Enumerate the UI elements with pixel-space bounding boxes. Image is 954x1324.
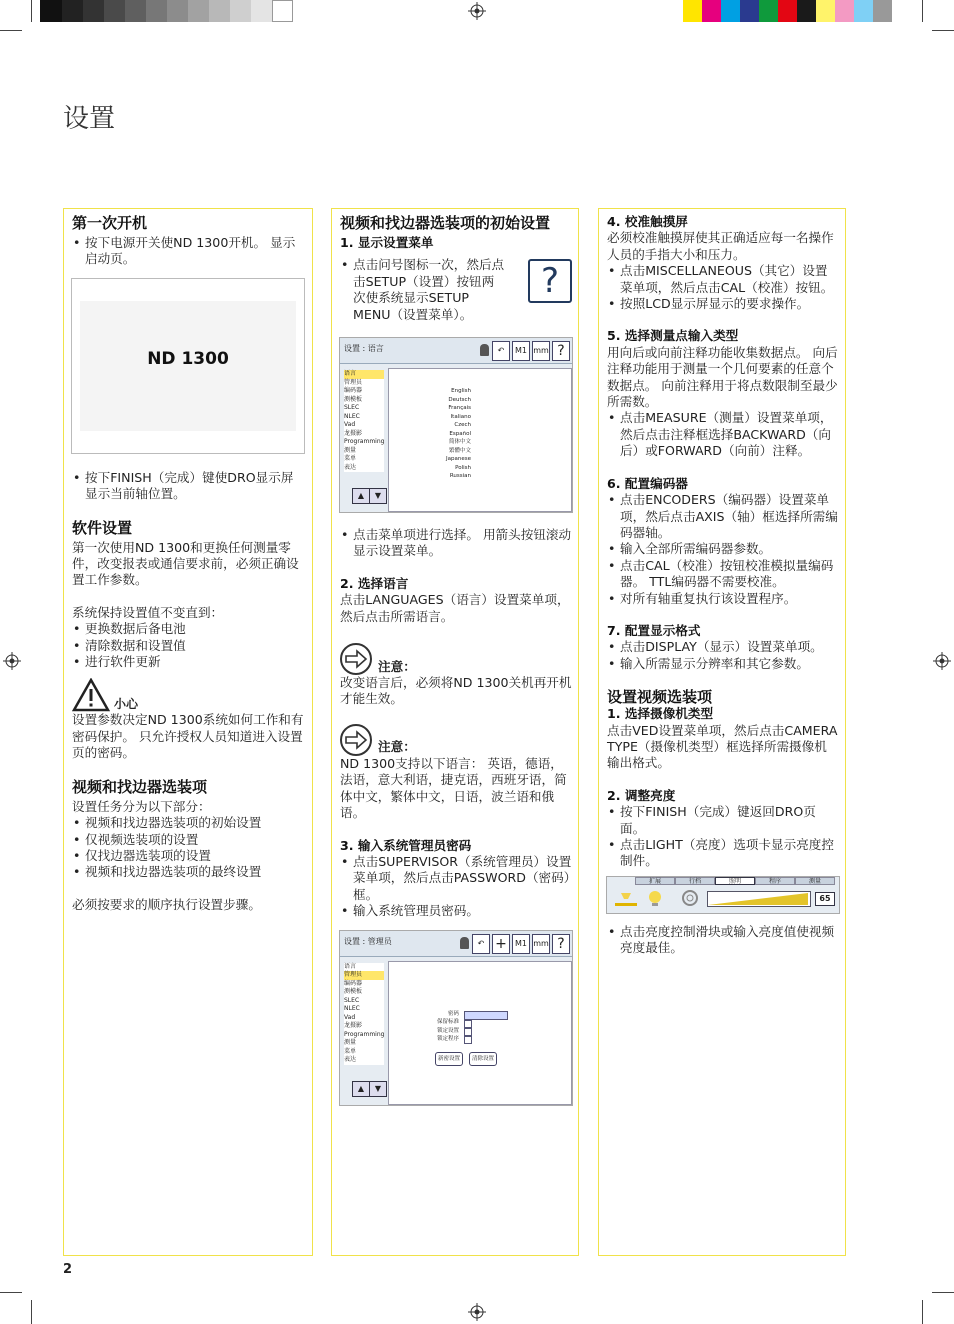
crop-mark [932, 30, 954, 31]
language-option: Italiano [450, 413, 471, 420]
bullet-list [607, 804, 839, 870]
registration-mark-icon [3, 652, 21, 670]
help-icon: ? [528, 259, 572, 303]
note-arrow-icon [340, 724, 372, 756]
scroll-up-button: ▲ [352, 488, 370, 504]
caution-icon [72, 678, 110, 712]
menu-item: 菜单 [344, 455, 357, 463]
section-title: 视频和找边器选装项的初始设置 [340, 214, 551, 232]
field-label: 保留标准 [436, 1019, 459, 1026]
note-label: 注意： [378, 739, 416, 755]
page-title: 设置 [63, 104, 116, 134]
subsection-title: 4. 校准触摸屏 [607, 214, 688, 229]
bullet-list [607, 924, 839, 957]
bullet-list [607, 639, 839, 672]
section-title: 软件设置 [72, 518, 133, 537]
list-item: • 输入全部所需编码器参数。 [607, 541, 839, 557]
menu-item: NLEC [344, 412, 360, 420]
paragraph: 设置参数决定ND 1300系统如何工作和有密码保护。 只允许授权人员知道进入设置页的密码。 [72, 712, 304, 761]
light-value-field[interactable]: 65 [815, 892, 835, 906]
grayscale-strip [40, 0, 293, 22]
note-arrow-icon [340, 643, 372, 675]
list-item: • 按下电源开关使ND 1300开机。 显示启动页。 [72, 235, 306, 268]
tb-m1: M1 [512, 934, 530, 954]
menu-item: 测量 [344, 1039, 357, 1047]
lamp-bulb-icon [645, 888, 665, 908]
crop-mark [31, 1300, 32, 1324]
tab-expand[interactable]: 扩展 [635, 877, 675, 885]
list-item: • 按照LCD显示屏显示的要求操作。 [607, 296, 839, 312]
language-option: Czech [454, 422, 471, 429]
list-item: • 点击菜单项进行选择。 用箭头按钮滚动显示设置菜单。 [340, 527, 572, 560]
bullet-list [340, 257, 505, 323]
checkbox[interactable] [464, 1020, 472, 1028]
list-item: • 仅找边器选装项的设置 [72, 848, 306, 864]
tb-m1: M1 [512, 341, 530, 361]
lamp-icon [613, 889, 641, 909]
menu-item: 菜单 [344, 1047, 357, 1055]
tb-help: ? [552, 341, 570, 361]
menu-item: 管理员 [344, 378, 363, 386]
field-label: 锁定设置 [436, 1027, 459, 1034]
paragraph: ND 1300支持以下语言： 英语，德语，法语，意大利语，捷克语，西班牙语，简体中文，繁体中文，日语，波兰语和俄语。 [340, 755, 567, 821]
language-option: Français [448, 405, 471, 412]
paragraph: 必须校准触摸屏使其正确适应每一名操作人员的手指大小和压力。 [607, 230, 834, 262]
tab-program[interactable]: 程序 [755, 877, 795, 885]
light-slider[interactable] [707, 891, 811, 907]
language-option: Deutsch [448, 396, 471, 403]
ring-light-icon [681, 889, 699, 907]
bullet-list [607, 492, 839, 607]
crop-mark [932, 1292, 954, 1293]
column-1 [63, 208, 313, 1256]
menu-item: Vad [344, 421, 356, 429]
undo-icon: ↶ [472, 934, 490, 954]
menu-item: 编码器 [344, 979, 363, 987]
tb-mm: mm [532, 341, 550, 361]
menu-item: NLEC [344, 1005, 360, 1013]
subsection-title: 3. 输入系统管理员密码 [340, 837, 472, 853]
page-number: 2 [63, 1262, 73, 1277]
list-item: • 按下FINISH（完成）键使DRO显示屏显示当前轴位置。 [72, 470, 306, 503]
checkbox[interactable] [464, 1036, 472, 1044]
password-field[interactable] [464, 1011, 508, 1020]
menu-item: 测模板 [344, 395, 363, 403]
section-title: 第一次开机 [72, 214, 148, 232]
list-item: • 清除数据和设置值 [72, 638, 306, 654]
section-title: 设置视频选装项 [607, 688, 713, 707]
bullet-list [72, 235, 306, 268]
list-item: • 进行软件更新 [72, 654, 306, 670]
screen-header: 设置 : 管理员 [344, 936, 392, 946]
subsection-title: 7. 配置显示格式 [607, 622, 701, 638]
crop-mark [31, 0, 32, 22]
list-item: • 点击SUPERVISOR（系统管理员）设置菜单项，然后点击PASSWORD（密码）框。 [340, 854, 572, 903]
paragraph: 点击VED设置菜单项，然后点击CAMERA TYPE（摄像机类型）框选择所需摄像机输出格式。 [607, 722, 838, 771]
tab-row[interactable]: 行档 [675, 877, 715, 885]
menu-item: 编码器 [344, 387, 363, 395]
subsection-title: 5. 选择测量点输入类型 [607, 328, 739, 344]
list-item: • 更换数据后备电池 [72, 621, 306, 637]
lock-icon [460, 937, 469, 949]
clear-settings-button[interactable]: 清除设置 [469, 1052, 497, 1066]
setup-supervisor-screen [339, 930, 573, 1106]
paragraph: 设置任务分为以下部分： [72, 798, 211, 814]
list-item: • 点击DISPLAY（显示）设置菜单项。 [607, 639, 839, 655]
menu-item: 表达 [344, 463, 357, 471]
registration-mark-icon [933, 652, 951, 670]
language-pane [388, 368, 572, 512]
list-item: • 输入所需显示分辨率和其它参数。 [607, 656, 839, 672]
list-item: • 点击CAL（校准）按钮校准模拟量编码器。 TTL编码器不需要校准。 [607, 558, 839, 591]
menu-item: 表达 [344, 1056, 357, 1064]
menu-item: 测模板 [344, 988, 363, 996]
list-item: • 点击ENCODERS（编码器）设置菜单项，然后点击AXIS（轴）框选择所需编码器轴。 [607, 492, 839, 541]
scroll-down-button: ▼ [369, 1081, 387, 1097]
note-label: 注意： [378, 658, 416, 674]
paragraph: 第一次使用ND 1300和更换任何测量零件，改变报表或通信要求前，必须正确设置工作参数。 [72, 539, 299, 588]
list-item: • 输入系统管理员密码。 [340, 903, 572, 919]
column-3 [598, 208, 846, 1256]
subsection-title: 2. 调整亮度 [607, 787, 676, 803]
menu-item: Programming [344, 438, 385, 446]
tb-mm: mm [532, 934, 550, 954]
crop-mark [922, 1300, 923, 1324]
supervisor-pane [388, 961, 572, 1105]
registration-mark-icon [468, 1303, 486, 1321]
language-option: English [451, 388, 471, 395]
light-control-screen [606, 876, 840, 914]
crop-mark [0, 1292, 22, 1293]
language-option: Español [449, 430, 471, 437]
paragraph: 改变语言后，必须将ND 1300关机再开机才能生效。 [340, 675, 572, 707]
bullet-list [72, 621, 306, 670]
crop-mark [922, 0, 923, 22]
section-title: 视频和找边器选装项 [72, 777, 208, 796]
tab-measure[interactable]: 测量 [795, 877, 835, 885]
lock-icon [480, 344, 489, 356]
startup-screen-image [71, 278, 305, 454]
language-option: Polish [455, 464, 471, 471]
undo-icon: ↶ [492, 341, 510, 361]
menu-item: 管理员 [344, 971, 384, 980]
list-item: • 点击MEASURE（测量）设置菜单项，然后点击注释框选择BACKWARD（向后）或FORWARD（向前）注释。 [607, 410, 839, 459]
menu-item: 语言 [344, 370, 384, 379]
scroll-down-button: ▼ [369, 488, 387, 504]
list-item: • 视频和找边器选装项的初始设置 [72, 815, 306, 831]
splash-logo-text: ND 1300 [147, 348, 229, 369]
crop-mark [0, 30, 22, 31]
language-option: 繁體中文 [448, 447, 471, 454]
registration-mark-icon [468, 2, 486, 20]
setup-languages-screen [339, 337, 573, 513]
menu-item: 测量 [344, 446, 357, 454]
list-item: • 仅视频选装项的设置 [72, 832, 306, 848]
list-item: • 点击问号图标一次，然后点击SETUP（设置）按钮两次使系统显示SETUP MENU（设置菜单）。 [340, 257, 505, 323]
list-item: • 点击亮度控制滑块或输入亮度值使视频亮度最佳。 [607, 924, 839, 957]
subsection-title: 1. 选择摄像机类型 [607, 706, 714, 722]
menu-item: Vad [344, 1013, 356, 1021]
language-option: 简体中文 [448, 439, 471, 446]
list-item: • 视频和找边器选装项的最终设置 [72, 864, 306, 880]
tb-help: ? [552, 934, 570, 954]
field-label: 密码 [447, 1010, 459, 1017]
list-item: • 对所有轴重复执行该设置程序。 [607, 591, 839, 607]
list-item: • 点击LIGHT（亮度）选项卡显示亮度控制件。 [607, 837, 839, 870]
menu-item: 语言 [344, 962, 357, 970]
language-option: Russian [449, 473, 471, 480]
menu-item: 龙摄影 [344, 429, 363, 437]
bullet-list [340, 527, 572, 560]
list-item: • 按下FINISH（完成）键返回DRO页面。 [607, 804, 839, 837]
screen-header: 设置 : 语言 [344, 344, 384, 354]
new-password-button[interactable]: 新密设置 [435, 1052, 463, 1066]
menu-item: 龙摄影 [344, 1022, 363, 1030]
language-option: Japanese [446, 456, 471, 463]
menu-item: Programming [344, 1030, 385, 1038]
menu-item: SLEC [344, 404, 360, 412]
bullet-list [340, 854, 572, 920]
paragraph: 系统保持设置值不变直到： [72, 604, 224, 620]
column-2 [331, 208, 579, 1256]
bullet-list [72, 470, 306, 503]
bullet-list [72, 815, 306, 881]
menu-item: SLEC [344, 996, 360, 1004]
checkbox[interactable] [464, 1028, 472, 1036]
list-item: • 点击MISCELLANEOUS（其它）设置菜单项，然后点击CAL（校准）按钮。 [607, 263, 839, 296]
paragraph: 点击LANGUAGES（语言）设置菜单项，然后点击所需语言。 [340, 592, 570, 624]
setup-menu-list [344, 963, 384, 1065]
field-label: 锁定程序 [436, 1036, 459, 1043]
color-strip [683, 0, 892, 22]
subsection-title: 6. 配置编码器 [607, 475, 688, 491]
caution-label: 小心 [114, 697, 139, 712]
subsection-title: 2. 选择语言 [340, 575, 409, 591]
subsection-title: 1. 显示设置菜单 [340, 235, 434, 250]
bullet-list [607, 263, 839, 312]
scroll-up-button: ▲ [352, 1081, 370, 1097]
crosshair-icon: + [492, 934, 510, 954]
tab-light[interactable]: 照明 [715, 877, 755, 885]
bullet-list [607, 410, 839, 459]
paragraph: 必须按要求的顺序执行设置步骤。 [72, 896, 261, 912]
setup-menu-list [344, 370, 384, 472]
paragraph: 用向后或向前注释功能收集数据点。 向后注释功能用于测量一个几何要素的任意个数据点。 向前注释用于将点数限制至最少所需数。 [607, 344, 838, 410]
